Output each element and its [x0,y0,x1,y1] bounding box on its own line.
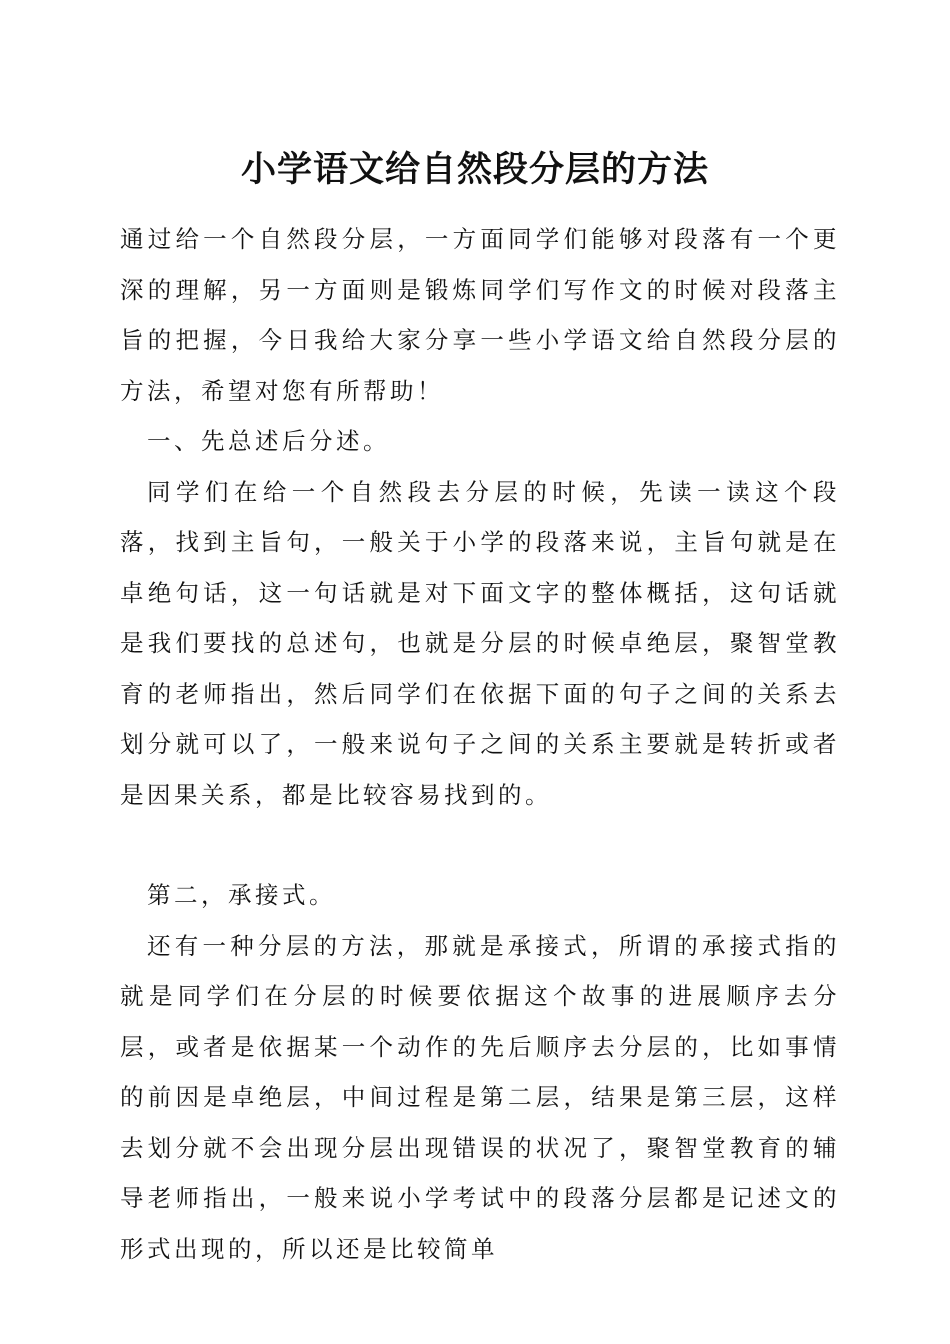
section-2-heading: 第二，承接式。 [147,881,336,909]
document-body [120,214,840,1274]
section-1-paragraph: 同学们在给一个自然段去分层的时候，先读一读这个段落，找到主旨句，一般关于小学的段落来说，主旨句就是在卓绝句话，这一句话就是对下面文字的整体概括，这句话就是我们要找的总述句，也就是分层的时候卓绝层，聚智堂教育的老师指出，然后同学们在依据下面的句子之间的关系去划分就可以了，一般来说句子之间的关系主要就是转折或者是因果关系，都是比较容易找到的。 [120,477,840,809]
intro-paragraph: 通过给一个自然段分层，一方面同学们能够对段落有一个更深的理解，另一方面则是锻炼同学们写作文的时候对段落主旨的把握，今日我给大家分享一些小学语文给自然段分层的方法，希望对您有所帮助！ [120,225,840,405]
document-title: 小学语文给自然段分层的方法 [240,149,709,190]
section-1-heading: 一、先总述后分述。 [147,427,390,455]
section-2-paragraph: 还有一种分层的方法，那就是承接式，所谓的承接式指的就是同学们在分层的时候要依据这个故事的进展顺序去分层，或者是依据某一个动作的先后顺序去分层的，比如事情的前因是卓绝层，中间过程是第二层，结果是第三层，这样去划分就不会出现分层出现错误的状况了，聚智堂教育的辅导老师指出，一般来说小学考试中的段落分层都是记述文的形式出现的，所以还是比较简单 [120,931,840,1263]
paragraph-spacer [120,820,840,870]
